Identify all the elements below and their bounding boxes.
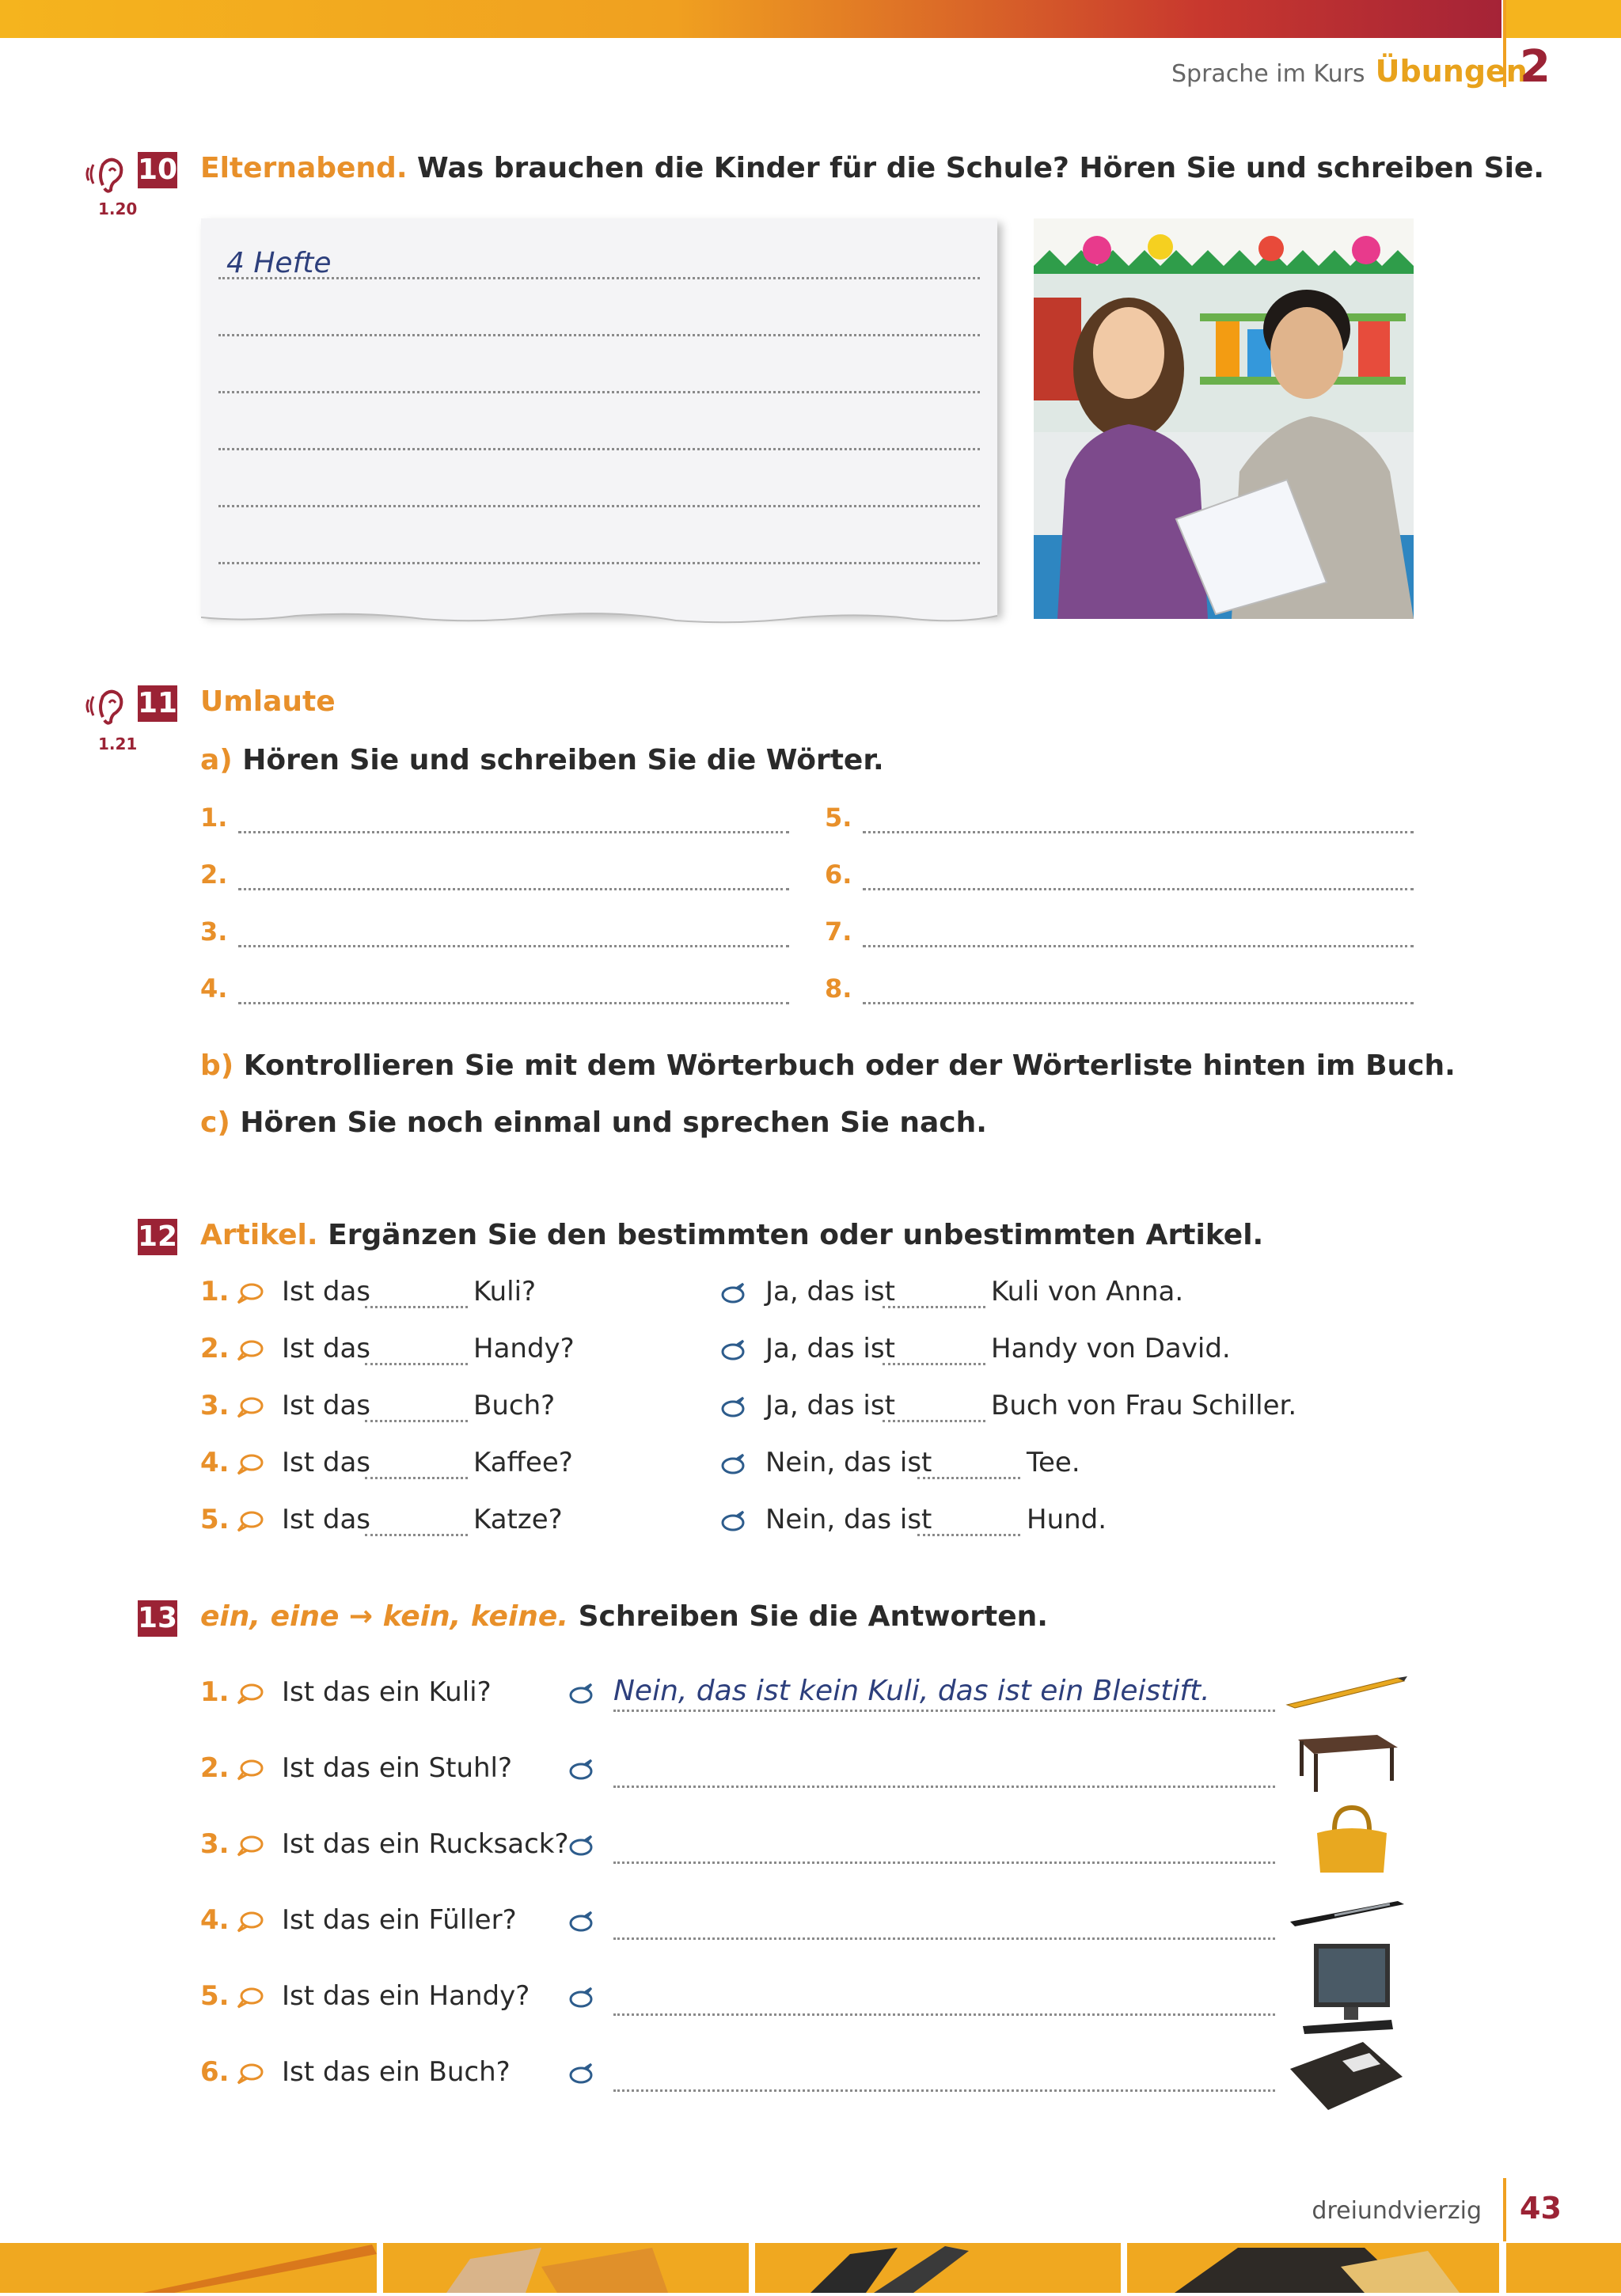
monitor-icon xyxy=(1298,1941,1396,2036)
speech-bubble-icon xyxy=(237,1987,264,2013)
article-gap[interactable] xyxy=(883,1363,985,1365)
row-number: 2. xyxy=(200,1333,230,1364)
task-b xyxy=(200,1049,1456,1082)
speech-bubble-icon xyxy=(237,1453,264,1480)
exercise-instruction: Schreiben Sie die Antworten. xyxy=(578,1600,1048,1633)
reply-bubble-icon xyxy=(568,2063,594,2089)
answer-end: Hund. xyxy=(1027,1504,1107,1535)
running-header xyxy=(1171,54,1528,89)
handbag-icon xyxy=(1311,1801,1393,1877)
answer-line[interactable] xyxy=(218,562,980,564)
row-number: 4. xyxy=(200,1904,230,1936)
exercise-instruction: Was brauchen die Kinder für die Schule? Hören Sie und schreiben Sie. xyxy=(417,152,1545,184)
strip-tile-eraser xyxy=(383,2243,749,2293)
question-end: Kaffee? xyxy=(473,1447,573,1478)
row-number: 4. xyxy=(200,1447,230,1478)
question: Ist das ein Rucksack? xyxy=(282,1828,569,1860)
article-gap[interactable] xyxy=(365,1477,468,1479)
kein-exercise-rows xyxy=(200,1676,1419,2120)
exercise-row xyxy=(200,1504,1419,1543)
item-number: 1. xyxy=(200,803,228,833)
answer-end: Kuli von Anna. xyxy=(991,1276,1184,1307)
notebook-icon xyxy=(1287,2037,1406,2116)
article-gap[interactable] xyxy=(365,1534,468,1536)
answer-line[interactable] xyxy=(218,391,980,393)
answer-start: Nein, das ist xyxy=(765,1504,932,1535)
exercise-13-heading xyxy=(200,1600,1048,1633)
reply-bubble-icon xyxy=(719,1282,746,1309)
question-end: Handy? xyxy=(473,1333,575,1364)
answer-line[interactable] xyxy=(613,1861,1275,1864)
exercise-row xyxy=(200,1752,1419,1800)
track-number: 1.20 xyxy=(98,199,138,218)
speech-bubble-icon xyxy=(237,1835,264,1861)
row-number: 6. xyxy=(200,2056,230,2088)
pen-icon xyxy=(1287,1896,1409,1928)
section-label: Sprache im Kurs xyxy=(1171,60,1365,88)
page-word: dreiundvierzig xyxy=(1312,2197,1482,2225)
question: Ist das ein Buch? xyxy=(282,2056,511,2088)
page-number: 43 xyxy=(1520,2191,1562,2226)
question-start: Ist das xyxy=(282,1276,371,1307)
answer-start: Nein, das ist xyxy=(765,1447,932,1478)
row-number: 5. xyxy=(200,1504,230,1535)
question: Ist das ein Füller? xyxy=(282,1904,517,1936)
question-start: Ist das xyxy=(282,1504,371,1535)
speech-bubble-icon xyxy=(237,2063,264,2089)
exercise-row xyxy=(200,1676,1419,1724)
speech-bubble-icon xyxy=(237,1282,264,1309)
exercise-row xyxy=(200,1904,1419,1952)
exercise-row xyxy=(200,1980,1419,2028)
answer-line[interactable] xyxy=(863,1002,1414,1004)
task-c-label: c) xyxy=(200,1106,230,1139)
item-number: 2. xyxy=(200,860,228,890)
answer-line[interactable] xyxy=(863,888,1414,890)
exercise-row xyxy=(200,1447,1419,1486)
exercise-instruction: Ergänzen Sie den bestimmten oder unbestimmten Artikel. xyxy=(328,1219,1264,1251)
row-number: 3. xyxy=(200,1828,230,1860)
section-title: Übungen xyxy=(1375,54,1528,89)
audio-icon[interactable] xyxy=(82,685,130,727)
answer-line[interactable] xyxy=(613,1710,1275,1712)
answer-line[interactable] xyxy=(613,1937,1275,1940)
answer-line[interactable] xyxy=(863,945,1414,947)
exercise-number-10: 10 xyxy=(138,152,177,188)
table-icon xyxy=(1290,1724,1401,1795)
task-a-label: a) xyxy=(200,744,233,776)
strip-tile-end xyxy=(1506,2243,1621,2293)
task-c-text: Hören Sie noch einmal und sprechen Sie nach. xyxy=(240,1106,987,1139)
exercise-12-heading xyxy=(200,1219,1263,1251)
article-gap[interactable] xyxy=(917,1534,1020,1536)
exercise-title: Umlaute xyxy=(200,685,336,718)
reply-bubble-icon xyxy=(719,1339,746,1366)
answer-line[interactable] xyxy=(238,1002,789,1004)
top-banner xyxy=(0,0,1501,38)
question-start: Ist das xyxy=(282,1333,371,1364)
item-number: 8. xyxy=(825,973,852,1004)
exercise-row xyxy=(200,1333,1419,1372)
question: Ist das ein Handy? xyxy=(282,1980,530,2012)
pencil-icon xyxy=(1282,1672,1409,1711)
answer-line[interactable] xyxy=(218,277,980,279)
exercise-row xyxy=(200,2056,1419,2104)
reply-bubble-icon xyxy=(568,1987,594,2013)
article-gap[interactable] xyxy=(883,1306,985,1308)
speech-bubble-icon xyxy=(237,1759,264,1786)
reply-bubble-icon xyxy=(719,1396,746,1423)
speech-bubble-icon xyxy=(237,1911,264,1937)
answer-start: Ja, das ist xyxy=(765,1390,895,1421)
reply-bubble-icon xyxy=(568,1683,594,1710)
row-number: 1. xyxy=(200,1676,230,1708)
question-start: Ist das xyxy=(282,1390,371,1421)
question-end: Buch? xyxy=(473,1390,556,1421)
reply-bubble-icon xyxy=(568,1835,594,1861)
reply-bubble-icon xyxy=(568,1911,594,1937)
exercise-number-11: 11 xyxy=(138,685,177,722)
row-number: 5. xyxy=(200,1980,230,2012)
footer-divider xyxy=(1503,2178,1506,2241)
speech-bubble-icon xyxy=(237,1510,264,1537)
notepad-answer-example: 4 Hefte xyxy=(226,247,332,279)
article-gap[interactable] xyxy=(365,1306,468,1308)
exercise-number-13: 13 xyxy=(138,1600,177,1637)
answer-line[interactable] xyxy=(218,448,980,450)
notepad-torn-edge xyxy=(201,602,1000,633)
answer-line[interactable] xyxy=(238,945,789,947)
item-number: 3. xyxy=(200,917,228,947)
exercise-title: ein, eine → kein, keine. xyxy=(200,1600,569,1633)
speech-bubble-icon xyxy=(237,1683,264,1710)
task-b-text: Kontrollieren Sie mit dem Wörterbuch oder der Wörterliste hinten im Buch. xyxy=(243,1049,1456,1082)
article-exercise-rows xyxy=(200,1276,1419,1561)
article-gap[interactable] xyxy=(365,1363,468,1365)
exercise-number-12: 12 xyxy=(138,1219,177,1255)
question-end: Kuli? xyxy=(473,1276,537,1307)
reply-bubble-icon xyxy=(719,1510,746,1537)
track-number: 1.21 xyxy=(98,734,138,753)
speech-bubble-icon xyxy=(237,1339,264,1366)
question-start: Ist das xyxy=(282,1447,371,1478)
bottom-strip xyxy=(0,2243,1621,2293)
reply-bubble-icon xyxy=(568,1759,594,1786)
speech-bubble-icon xyxy=(237,1396,264,1423)
item-number: 6. xyxy=(825,860,852,890)
strip-tile-pencil xyxy=(0,2243,377,2293)
question: Ist das ein Kuli? xyxy=(282,1676,492,1708)
answer-line[interactable] xyxy=(238,831,789,833)
question-end: Katze? xyxy=(473,1504,563,1535)
audio-icon[interactable] xyxy=(82,154,130,195)
top-banner-right xyxy=(1506,0,1621,38)
strip-tile-pens xyxy=(755,2243,1121,2293)
reply-bubble-icon xyxy=(719,1453,746,1480)
row-number: 1. xyxy=(200,1276,230,1307)
article-gap[interactable] xyxy=(883,1420,985,1422)
answer-line[interactable] xyxy=(863,831,1414,833)
chapter-number: 2 xyxy=(1520,41,1551,93)
row-number: 3. xyxy=(200,1390,230,1421)
answer-end: Handy von David. xyxy=(991,1333,1231,1364)
answer-line[interactable] xyxy=(238,888,789,890)
item-number: 5. xyxy=(825,803,852,833)
row-number: 2. xyxy=(200,1752,230,1784)
task-a-text: Hören Sie und schreiben Sie die Wörter. xyxy=(242,744,884,776)
article-gap[interactable] xyxy=(917,1477,1020,1479)
exercise-title: Artikel. xyxy=(200,1219,318,1251)
strip-tile-notebook xyxy=(1127,2243,1499,2293)
task-a xyxy=(200,744,884,776)
task-c xyxy=(200,1106,987,1139)
answer-start: Ja, das ist xyxy=(765,1333,895,1364)
parents-photo xyxy=(1034,218,1414,619)
answer-line[interactable] xyxy=(613,2089,1275,2092)
exercise-title: Elternabend. xyxy=(200,152,408,184)
exercise-10-heading xyxy=(200,152,1544,184)
answer-end: Tee. xyxy=(1027,1447,1080,1478)
exercise-row xyxy=(200,1276,1419,1315)
answer-line[interactable] xyxy=(613,2013,1275,2016)
answer-line[interactable] xyxy=(218,334,980,336)
answer-start: Ja, das ist xyxy=(765,1276,895,1307)
exercise-row xyxy=(200,1390,1419,1429)
task-b-label: b) xyxy=(200,1049,234,1082)
item-number: 4. xyxy=(200,973,228,1004)
article-gap[interactable] xyxy=(365,1420,468,1422)
question: Ist das ein Stuhl? xyxy=(282,1752,513,1784)
answer-end: Buch von Frau Schiller. xyxy=(991,1390,1297,1421)
exercise-row xyxy=(200,1828,1419,1876)
answer-line[interactable] xyxy=(218,505,980,507)
answer-line[interactable] xyxy=(613,1786,1275,1788)
handwritten-answer: Nein, das ist kein Kuli, das ist ein Bleistift. xyxy=(613,1675,1210,1707)
item-number: 7. xyxy=(825,917,852,947)
